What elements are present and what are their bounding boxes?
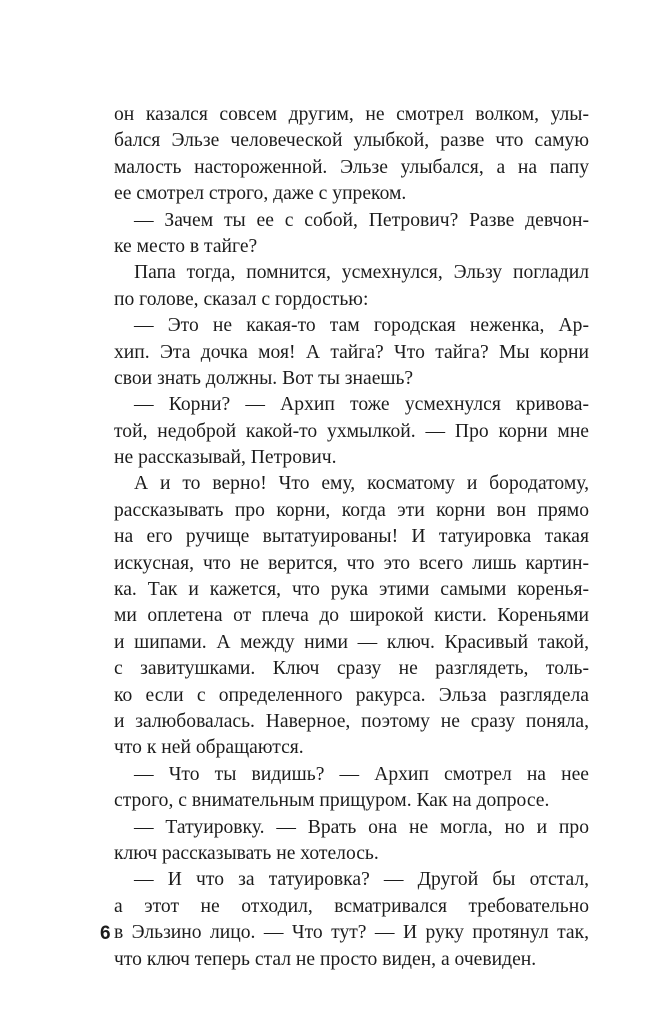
text-line: хип. Эта дочка моя! А тайга? Что тайга? Мы корни: [114, 341, 589, 363]
text-line: а этот не отходил, всматривался требовательно: [114, 895, 589, 917]
text-line: что ключ теперь стал не просто виден, а очевиден.: [114, 948, 537, 970]
text-line: ко если с определенного ракурса. Эльза разглядела: [114, 684, 589, 706]
text-line: ке место в тайге?: [114, 235, 258, 257]
page-number: 6: [100, 923, 111, 944]
text-line: не рассказывай, Петрович.: [114, 447, 337, 469]
paragraph-3: [114, 260, 589, 313]
text-line: — Корни? — Архип тоже усмехнулся кривова-: [134, 394, 589, 416]
text-line: искусная, что не верится, что это всего лишь картин-: [114, 552, 589, 574]
text-line: Папа тогда, помнится, усмехнулся, Эльзу погладил: [134, 262, 589, 284]
text-line: А и то верно! Что ему, косматому и бородатому,: [134, 473, 589, 495]
text-line: — Что ты видишь? — Архип смотрел на нее: [134, 763, 589, 785]
text-line: ключ рассказывать не хотелось.: [114, 842, 379, 864]
text-line: ее смотрел строго, даже с упреком.: [114, 183, 407, 205]
paragraph-2: [114, 208, 589, 261]
body-text: [114, 102, 589, 973]
text-line: бался Эльзе человеческой улыбкой, разве что самую: [114, 130, 589, 152]
text-line: — И что за татуировка? — Другой бы отстал,: [134, 869, 589, 891]
text-line: той, недоброй какой-то ухмылкой. — Про корни мне: [114, 420, 589, 442]
text-line: и залюбовалась. Наверное, поэтому не сразу поняла,: [114, 710, 589, 732]
paragraph-7: [114, 762, 589, 815]
text-line: — Это не какая-то там городская неженка, Ар-: [134, 315, 589, 337]
paragraph-8: [114, 815, 589, 868]
text-line: в Эльзино лицо. — Что тут? — И руку протянул так,: [114, 922, 589, 944]
text-line: малость настороженной. Эльзе улыбался, а на папу: [114, 156, 589, 178]
text-line: свои знать должны. Вот ты знаешь?: [114, 367, 414, 389]
text-line: рассказывать про корни, когда эти корни вон прямо: [114, 499, 589, 521]
text-line: на его ручище вытатуированы! И татуировка такая: [114, 526, 589, 548]
paragraph-4: [114, 313, 589, 392]
paragraph-9: [114, 867, 589, 973]
text-line: — Татуировку. — Врать она не могла, но и про: [134, 816, 589, 838]
text-line: что к ней обращаются.: [114, 737, 304, 759]
paragraph-5: [114, 392, 589, 471]
text-line: ми оплетена от плеча до широкой кисти. Кореньями: [114, 605, 589, 627]
text-line: — Зачем ты ее с собой, Петрович? Разве девчон-: [134, 209, 589, 231]
paragraph-6: [114, 471, 589, 761]
paragraph-1: [114, 102, 589, 208]
text-line: по голове, сказал с гордостью:: [114, 288, 369, 310]
text-line: и шипами. А между ними — ключ. Красивый такой,: [114, 631, 589, 653]
text-line: с завитушками. Ключ сразу не разглядеть, толь-: [114, 658, 589, 680]
text-line: ка. Так и кажется, что рука этими самыми коренья-: [114, 579, 589, 601]
text-line: строго, с внимательным прищуром. Как на допросе.: [114, 790, 550, 812]
text-line: он казался совсем другим, не смотрел волком, улы-: [114, 104, 589, 125]
